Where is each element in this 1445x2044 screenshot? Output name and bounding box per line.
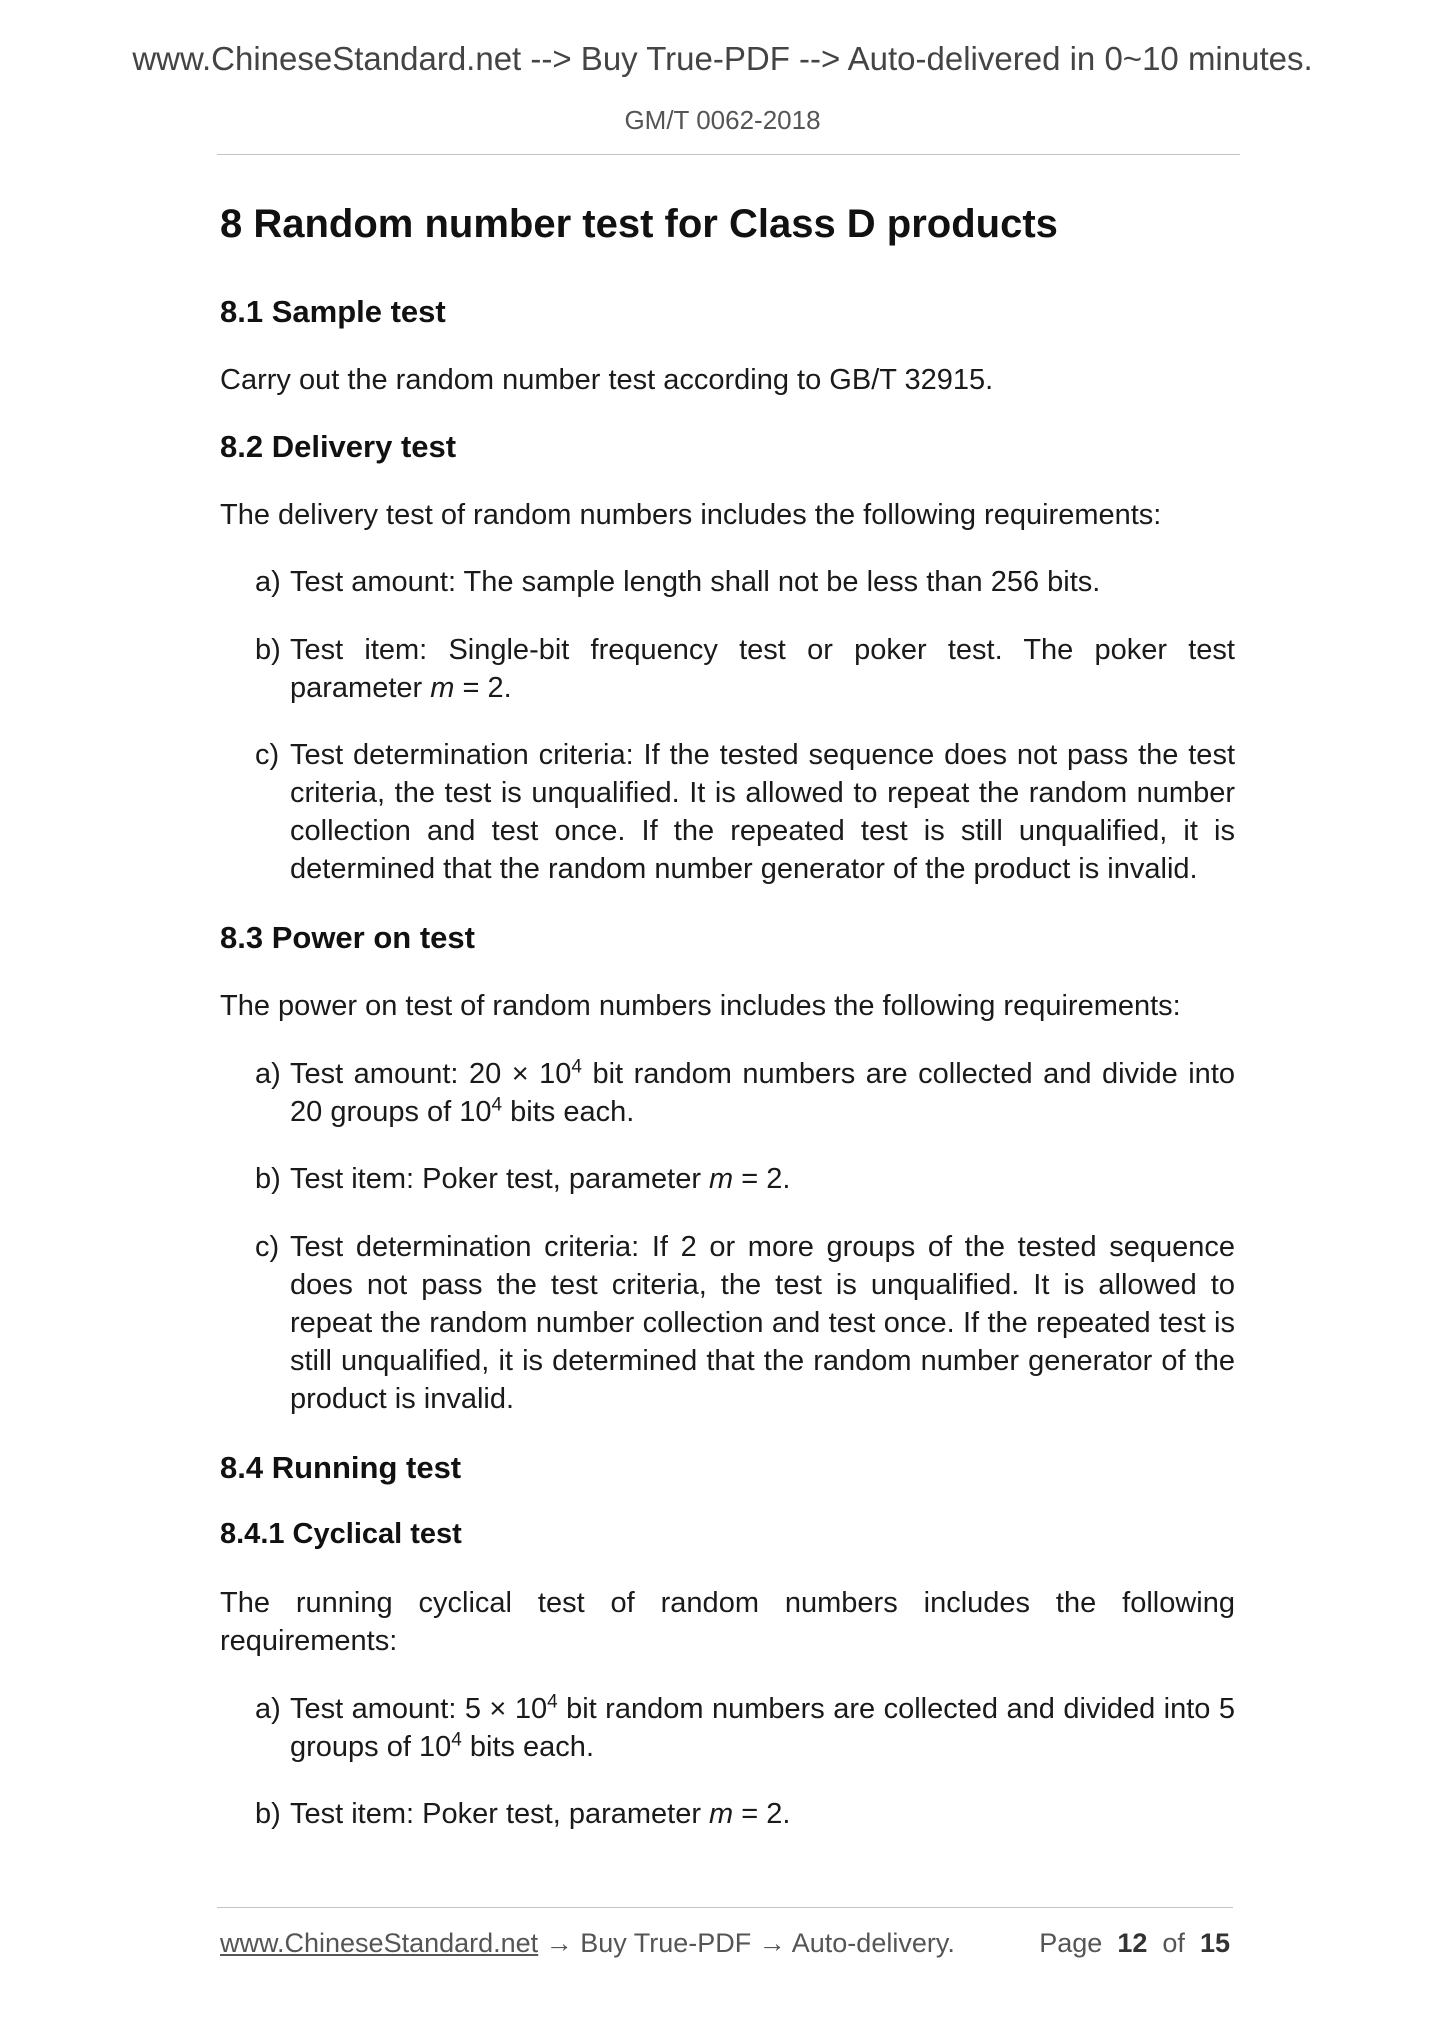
arrow-icon: →	[538, 1928, 581, 1958]
site-link[interactable]: www.ChineseStandard.net	[220, 1928, 539, 1958]
list-item-8-3-b	[255, 1160, 1235, 1198]
arrow-icon: →	[751, 1928, 792, 1958]
section-8-4-1-title: 8.4.1 Cyclical test	[220, 1518, 462, 1550]
list-item-8-4-1-b	[255, 1795, 1235, 1833]
list-marker: a)	[255, 1693, 281, 1725]
page-number: 12	[1117, 1928, 1148, 1958]
list-marker: c)	[255, 739, 280, 771]
list-item-8-2-a	[255, 563, 1235, 601]
variable-m: m	[430, 672, 455, 704]
list-item-text: Test amount: $20 \times 10^4$ bit random numbers are collected and divide into 20 groups of $10^4$ bits each.	[290, 1056, 1235, 1128]
section-8-1-body: Carry out the random number test according to GB/T 32915.	[220, 364, 994, 396]
list-item-8-3-c	[255, 1228, 1235, 1418]
section-8-title: 8 Random number test for Class D products	[220, 202, 1058, 246]
header-divider	[217, 154, 1240, 155]
document-id: GM/T 0062-2018	[624, 105, 821, 135]
section-8-4-1-intro: The running cyclical test of random numbers includes the following requirements:	[220, 1587, 1235, 1657]
list-marker: c)	[255, 1231, 280, 1263]
list-item-8-2-c	[255, 736, 1235, 888]
list-item-text: Test determination criteria: If 2 or more groups of the tested sequence does not pass the test criteria, the test is unqualified. It is allowed to repeat the random number collection and test once. If the repeated test is still unqualified, it is determined that the random number generator of the product is invalid.	[290, 1231, 1235, 1415]
list-marker: b)	[255, 634, 281, 666]
variable-m: m	[709, 1798, 734, 1830]
buy-link-text: Buy True-PDF	[580, 1928, 752, 1958]
section-8-2-intro: The delivery test of random numbers includes the following requirements:	[220, 499, 1162, 531]
section-8-3-intro: The power on test of random numbers includes the following requirements:	[220, 990, 1181, 1022]
variable-m: m	[709, 1163, 734, 1195]
page-total: 15	[1199, 1928, 1230, 1958]
list-marker: b)	[255, 1163, 281, 1195]
list-item-text: Test amount: $5 \times 10^4$ bit random numbers are collected and divided into 5 groups of $10^4$ bits each.	[290, 1691, 1235, 1763]
list-item-text: Test item: Poker test, parameter m = 2.	[290, 1798, 791, 1830]
list-item-8-2-b	[255, 631, 1235, 707]
list-marker: a)	[255, 1058, 281, 1090]
list-marker: a)	[255, 566, 281, 598]
auto-delivery-text: Auto-delivery.	[791, 1928, 955, 1958]
list-item-text: Test item: Single-bit frequency test or poker test. The poker test parameter m = 2.	[290, 634, 1235, 704]
list-marker: b)	[255, 1798, 281, 1830]
list-item-text: Test item: Poker test, parameter m = 2.	[290, 1163, 791, 1195]
list-item-8-3-a	[255, 1055, 1235, 1131]
section-8-1-title: 8.1 Sample test	[220, 294, 446, 329]
list-item-8-4-1-a	[255, 1690, 1235, 1766]
section-8-4-title: 8.4 Running test	[220, 1450, 462, 1485]
footer-links	[220, 1928, 955, 1959]
site-banner: www.ChineseStandard.net --> Buy True-PDF --> Auto-delivered in 0~10 minutes.	[132, 40, 1313, 77]
list-item-text: Test amount: The sample length shall not be less than 256 bits.	[290, 566, 1101, 598]
section-8-3-title: 8.3 Power on test	[220, 920, 475, 955]
section-8-2-title: 8.2 Delivery test	[220, 429, 457, 464]
footer-divider	[217, 1907, 1233, 1908]
page-indicator: Page 12 of 15	[1039, 1928, 1230, 1958]
list-item-text: Test determination criteria: If the tested sequence does not pass the test criteria, the test is unqualified. It is allowed to repeat the random number collection and test once. If the repeated test is still unqualified, it is determined that the random number generator of the product is invalid.	[290, 739, 1235, 885]
